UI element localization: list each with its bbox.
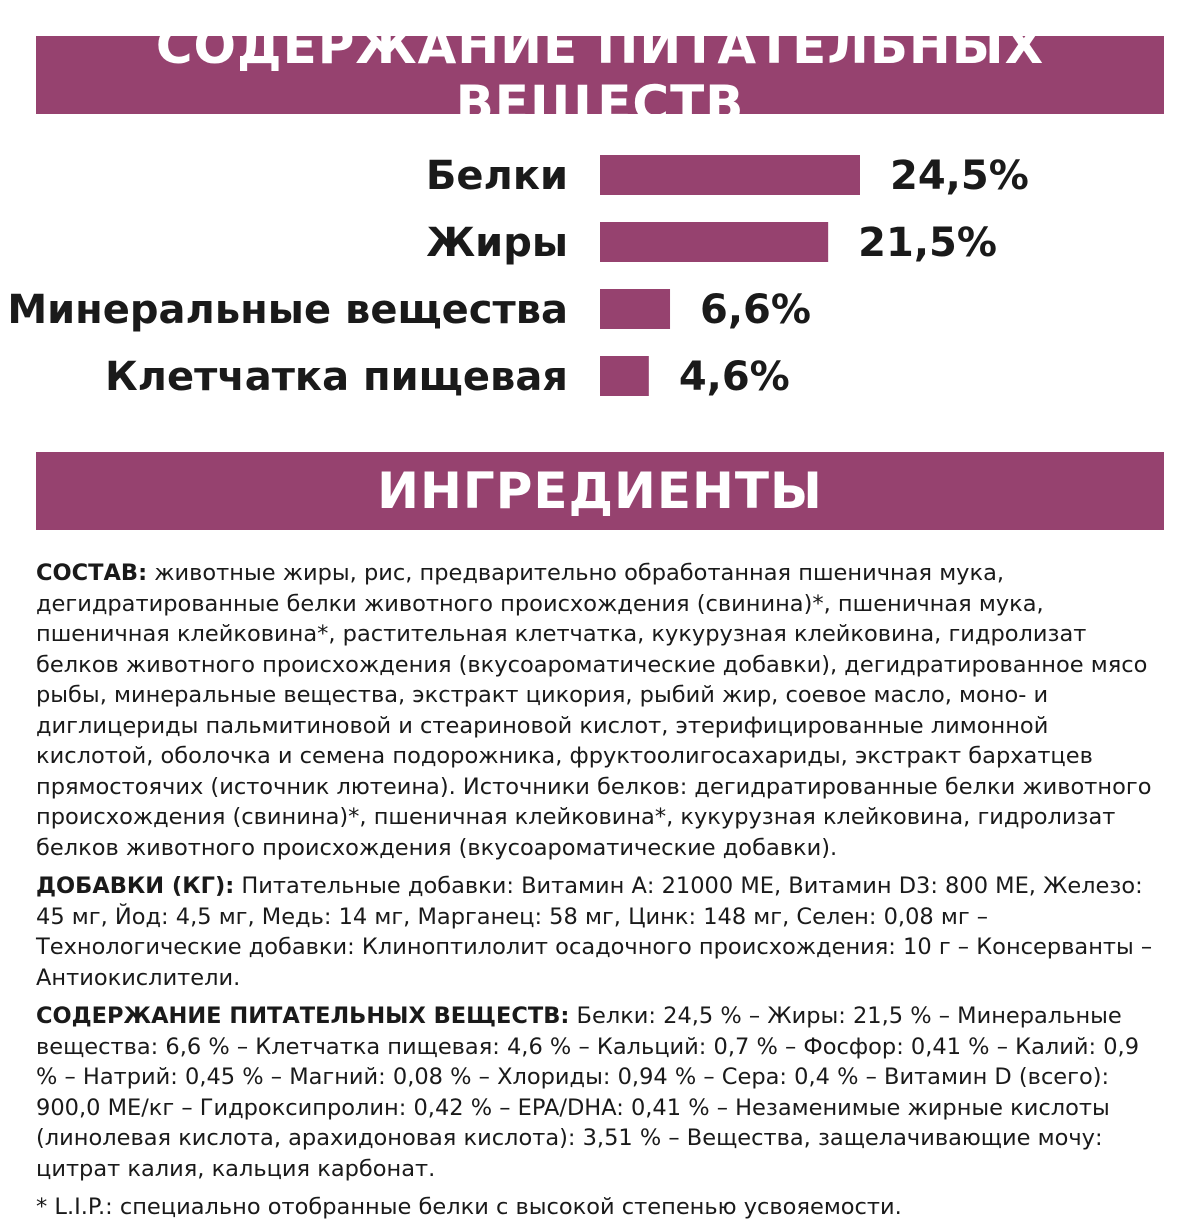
- category-label: Минеральные вещества: [7, 287, 568, 333]
- bar: [600, 155, 860, 195]
- bar: [600, 356, 649, 396]
- category-label: Белки: [425, 153, 568, 199]
- ingredients-heading: ИНГРЕДИЕНТЫ: [36, 452, 1164, 530]
- nutrient-content-text: Белки: 24,5 % – Жиры: 21,5 % – Минеральные вещества: 6,6 % – Клетчатка пищевая: 4,6 % – Кальций: 0,7 % – Фосфор: 0,41 % – Калий: 0,9 % – Натрий: 0,45 % – Магний: 0,08 % – Хлориды: 0,94 % – Сера: 0,4 % – Витамин D (всего): 900,0 МЕ/кг – Гидроксипролин: 0,42 % – EPA/DHA: 0,41 % – Незаменимые жирные кислоты (линолевая кислота, арахидоновая кислота): 3,51 % – Вещества, защелачивающие мочу: цитрат калия, кальция карбонат.: [36, 1003, 1140, 1182]
- nutrient-bar-chart: [0, 138, 1200, 408]
- additives-paragraph: [36, 871, 1166, 993]
- value-label: 24,5%: [890, 153, 1029, 199]
- bar: [600, 222, 828, 262]
- nutrient-content-label: СОДЕРЖАНИЕ ПИТАТЕЛЬНЫХ ВЕЩЕСТВ:: [36, 1003, 570, 1029]
- additives-label: ДОБАВКИ (КГ):: [36, 873, 235, 899]
- category-label: Клетчатка пищевая: [104, 354, 568, 400]
- nutrient-content-paragraph: [36, 1001, 1166, 1184]
- value-label: 21,5%: [858, 220, 997, 266]
- footnote: * L.I.P.: специально отобранные белки с высокой степенью усвояемости.: [36, 1194, 902, 1220]
- value-label: 4,6%: [678, 354, 790, 400]
- additives-text: Питательные добавки: Витамин А: 21000 МЕ, Витамин D3: 800 МЕ, Железо: 45 мг, Йод: 4,5 мг, Медь: 14 мг, Марганец: 58 мг, Цинк: 148 мг, Селен: 0,08 мг – Технологические добавки: Клиноптилолит осадочного происхождения: 10 г – Консерванты – Антиокислители.: [36, 873, 1153, 991]
- composition-text: животные жиры, рис, предварительно обработанная пшеничная мука, дегидратированные белки животного происхождения (свинина)*, пшеничная мука, пшеничная клейковина*, растительная клетчатка, кукурузная клейковина, гидролизат белков животного происхождения (вкусоароматические добавки), дегидратированное мясо рыбы, минеральные вещества, экстракт цикория, рыбий жир, соевое масло, моно- и диглицериды пальмитиновой и стеариновой кислот, этерифицированные лимонной кислотой, оболочка и семена подорожника, фруктоолигосахариды, экстракт бархатцев прямостоячих (источник лютеина). Источники белков: дегидратированные белки животного происхождения (свинина)*, пшеничная клейковина*, кукурузная клейковина, гидролизат белков животного происхождения (вкусоароматические добавки).: [36, 560, 1152, 861]
- ingredients-text: [36, 558, 1166, 1231]
- bar: [600, 289, 670, 329]
- category-label: Жиры: [426, 220, 568, 266]
- nutrients-heading: СОДЕРЖАНИЕ ПИТАТЕЛЬНЫХ ВЕЩЕСТВ: [36, 36, 1164, 114]
- value-label: 6,6%: [700, 287, 811, 333]
- composition-paragraph: [36, 558, 1166, 863]
- composition-label: СОСТАВ:: [36, 560, 148, 586]
